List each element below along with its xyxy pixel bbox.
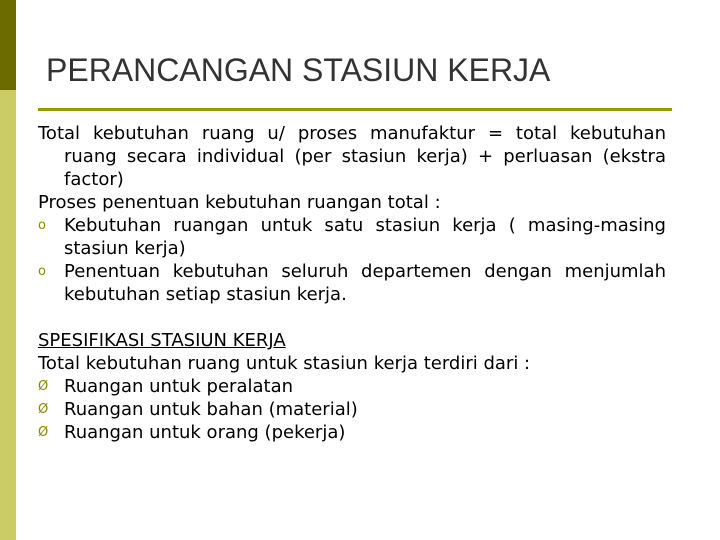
arrow-bullet-icon: Ø (38, 402, 49, 417)
list-item-text: Ruangan untuk orang (pekerja) (64, 422, 346, 443)
arrow-bullet-icon: Ø (38, 425, 49, 440)
list-item-text: Penentuan kebutuhan seluruh departemen dengan menjumlah kebutuhan setiap stasiun kerja. (64, 261, 666, 305)
process-intro: Proses penentuan kebutuhan ruangan total : (38, 192, 441, 213)
formula-text: Total kebutuhan ruang u/ proses manufaktur = total kebutuhan ruang secara individual (per stasiun kerja) + perluasan (ekstra factor) (38, 123, 666, 190)
title-underline-rule (38, 108, 672, 111)
section-intro: Total kebutuhan ruang untuk stasiun kerja terdiri dari : (38, 353, 531, 374)
section-heading: SPESIFIKASI STASIUN KERJA (38, 330, 286, 351)
circle-bullet-icon: o (38, 264, 46, 279)
slide-body (38, 122, 666, 444)
list-item (38, 260, 666, 306)
list-item-text: Kebutuhan ruangan untuk satu stasiun kerja ( masing-masing stasiun kerja) (64, 215, 666, 259)
spacer (38, 306, 666, 329)
list-item-text: Ruangan untuk bahan (material) (64, 399, 358, 420)
list-item (38, 398, 666, 421)
arrow-bullet-icon: Ø (38, 379, 49, 394)
list-item-text: Ruangan untuk peralatan (64, 376, 294, 397)
slide-title: PERANCANGAN STASIUN KERJA (46, 52, 551, 88)
list-item (38, 421, 666, 444)
decorative-sidebar-light (0, 90, 16, 540)
list-item (38, 375, 666, 398)
list-item (38, 214, 666, 260)
circle-bullet-icon: o (38, 218, 46, 233)
